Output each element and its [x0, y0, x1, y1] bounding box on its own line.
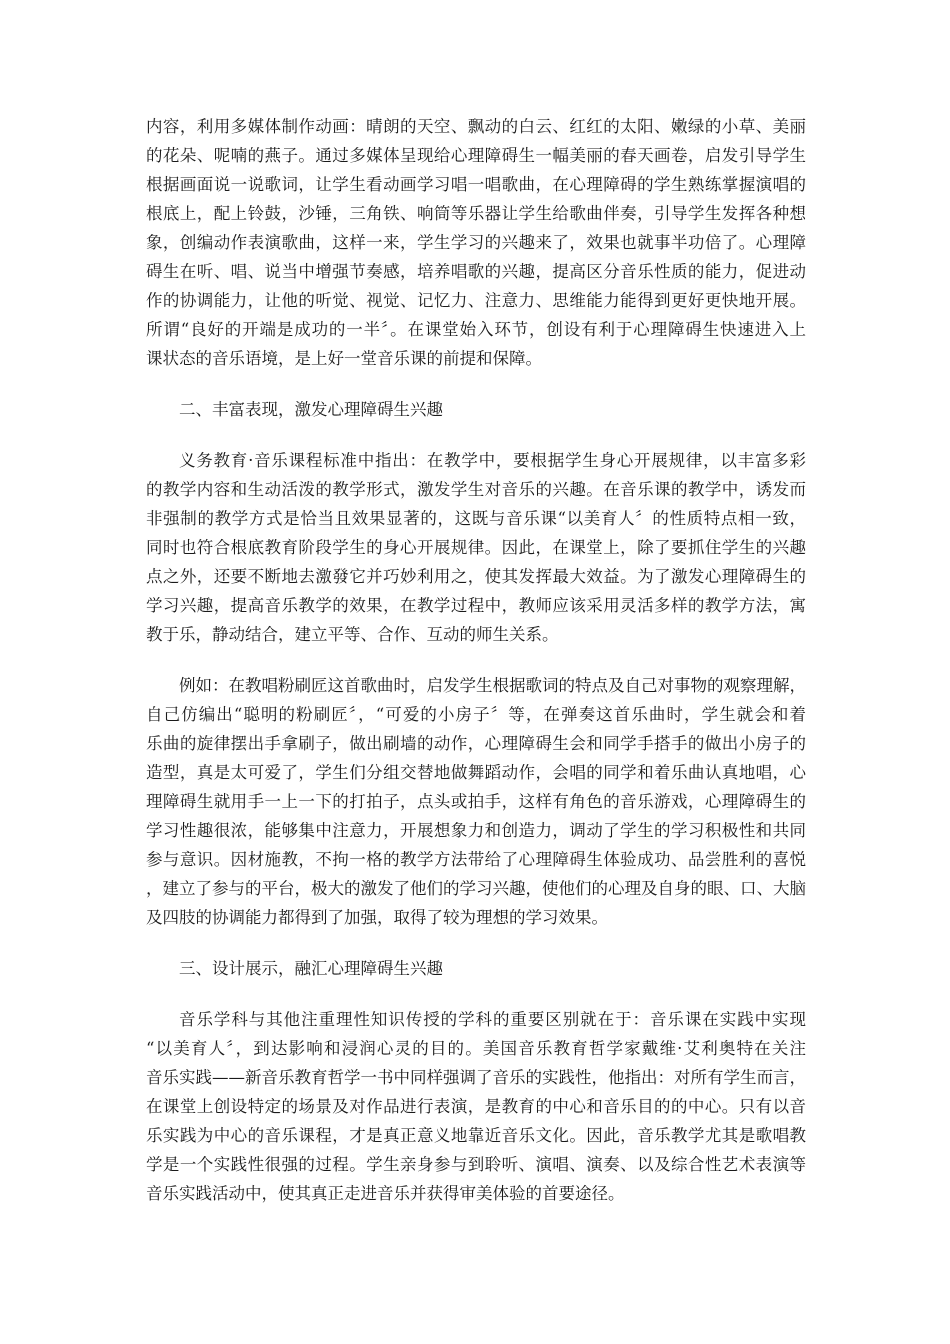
- text-line: 学习性趣很浓，能够集中注意力，开展想象力和创造力，调动了学生的学习积极性和共同: [146, 821, 806, 840]
- paragraph-1: [146, 112, 806, 373]
- text-line: 非强制的教学方式是恰当且效果显著的，这既与音乐课“以美育人〞的性质特点相一致，: [146, 509, 806, 528]
- text-line: 所谓“良好的开端是成功的一半〞。在课堂始入环节，创设有利于心理障碍生快速进入上: [146, 320, 806, 339]
- text-line: 义务教育·音乐课程标准中指出：在教学中，要根据学生身心开展规律，以丰富多彩: [179, 451, 806, 470]
- text-line: 造型，真是太可爱了，学生们分组交替地做舞蹈动作，会唱的同学和着乐曲认真地唱，心: [146, 763, 806, 782]
- text-line: 例如：在教唱粉刷匠这首歌曲时，启发学生根据歌词的特点及自己对事物的观察理解，: [179, 676, 806, 695]
- text-line: 在课堂上创设特定的场景及对作品进行表演，是教育的中心和音乐目的的中心。只有以音: [146, 1097, 806, 1116]
- text-line: 内容，利用多媒体制作动画：晴朗的天空、飘动的白云、红红的太阳、嫩绿的小草、美丽: [146, 117, 806, 136]
- section-heading-2: 二、丰富表现，激发心理障碍生兴趣: [179, 400, 443, 419]
- text-line: 学是一个实践性很强的过程。学生亲身参与到聆听、演唱、演奏、以及综合性艺术表演等: [146, 1155, 806, 1174]
- text-line: 根据画面说一说歌词，让学生看动画学习唱一唱歌曲，在心理障碍的学生熟练掌握演唱的: [146, 175, 806, 194]
- section-heading-3: 三、设计展示，融汇心理障碍生兴趣: [179, 959, 443, 978]
- paragraph-2: [146, 446, 806, 649]
- text-line: 的教学内容和生动活泼的教学形式，激发学生对音乐的兴趣。在音乐课的教学中，诱发而: [146, 480, 806, 499]
- text-line: 理障碍生就用手一上一下的打拍子，点头或拍手，这样有角色的音乐游戏，心理障碍生的: [146, 792, 806, 811]
- text-line: 课状态的音乐语境，是上好一堂音乐课的前提和保障。: [146, 349, 542, 368]
- text-line: 及四肢的协调能力都得到了加强，取得了较为理想的学习效果。: [146, 908, 608, 927]
- paragraph-4: [146, 1005, 806, 1208]
- text-line: 乐实践为中心的音乐课程，才是真正意义地靠近音乐文化。因此，音乐教学尤其是歌唱教: [146, 1126, 806, 1145]
- text-line: 同时也符合根底教育阶段学生的身心开展规律。因此，在课堂上，除了要抓住学生的兴趣: [146, 538, 806, 557]
- text-line: 音乐实践——新音乐教育哲学一书中同样强调了音乐的实践性，他指出：对所有学生而言，: [146, 1068, 806, 1087]
- text-line: 的花朵、呢喃的燕子。通过多媒体呈现给心理障碍生一幅美丽的春天画卷，启发引导学生: [146, 146, 806, 165]
- document-body: [146, 112, 806, 1208]
- text-line: 碍生在听、唱、说当中增强节奏感，培养唱歌的兴趣，提高区分音乐性质的能力，促进动: [146, 262, 806, 281]
- text-line: 根底上，配上铃鼓，沙锤，三角铁、响筒等乐器让学生给歌曲伴奏，引导学生发挥各种想: [146, 204, 806, 223]
- text-line: 音乐实践活动中，使其真正走进音乐并获得审美体验的首要途径。: [146, 1184, 625, 1203]
- text-line: 教于乐，静动结合，建立平等、合作、互动的师生关系。: [146, 625, 559, 644]
- text-line: 作的协调能力，让他的听觉、视觉、记忆力、注意力、思维能力能得到更好更快地开展。: [146, 291, 806, 310]
- text-line: ，建立了参与的平台，极大的激发了他们的学习兴趣，使他们的心理及自身的眼、口、大脑: [146, 879, 806, 898]
- paragraph-3: [146, 671, 806, 932]
- text-line: 自己仿编出“聪明的粉刷匠〞，“可爱的小房子〞等，在弹奏这首乐曲时，学生就会和着: [146, 705, 806, 724]
- text-line: 乐曲的旋律摆出手拿刷子，做出刷墙的动作，心理障碍生会和同学手搭手的做出小房子的: [146, 734, 806, 753]
- text-line: “以美育人〞，到达影响和浸润心灵的目的。美国音乐教育哲学家戴维·艾利奥特在关注: [146, 1039, 806, 1058]
- text-line: 音乐学科与其他注重理性知识传授的学科的重要区别就在于：音乐课在实践中实现: [179, 1010, 806, 1029]
- text-line: 学习兴趣，提高音乐教学的效果，在教学过程中，教师应该采用灵活多样的教学方法，寓: [146, 596, 806, 615]
- text-line: 象，创编动作表演歌曲，这样一来，学生学习的兴趣来了，效果也就事半功倍了。心理障: [146, 233, 806, 252]
- text-line: 参与意识。因材施教，不拘一格的教学方法带给了心理障碍生体验成功、品尝胜利的喜悦: [146, 850, 806, 869]
- text-line: 点之外，还要不断地去激發它并巧妙利用之，使其发挥最大效益。为了激发心理障碍生的: [146, 567, 806, 586]
